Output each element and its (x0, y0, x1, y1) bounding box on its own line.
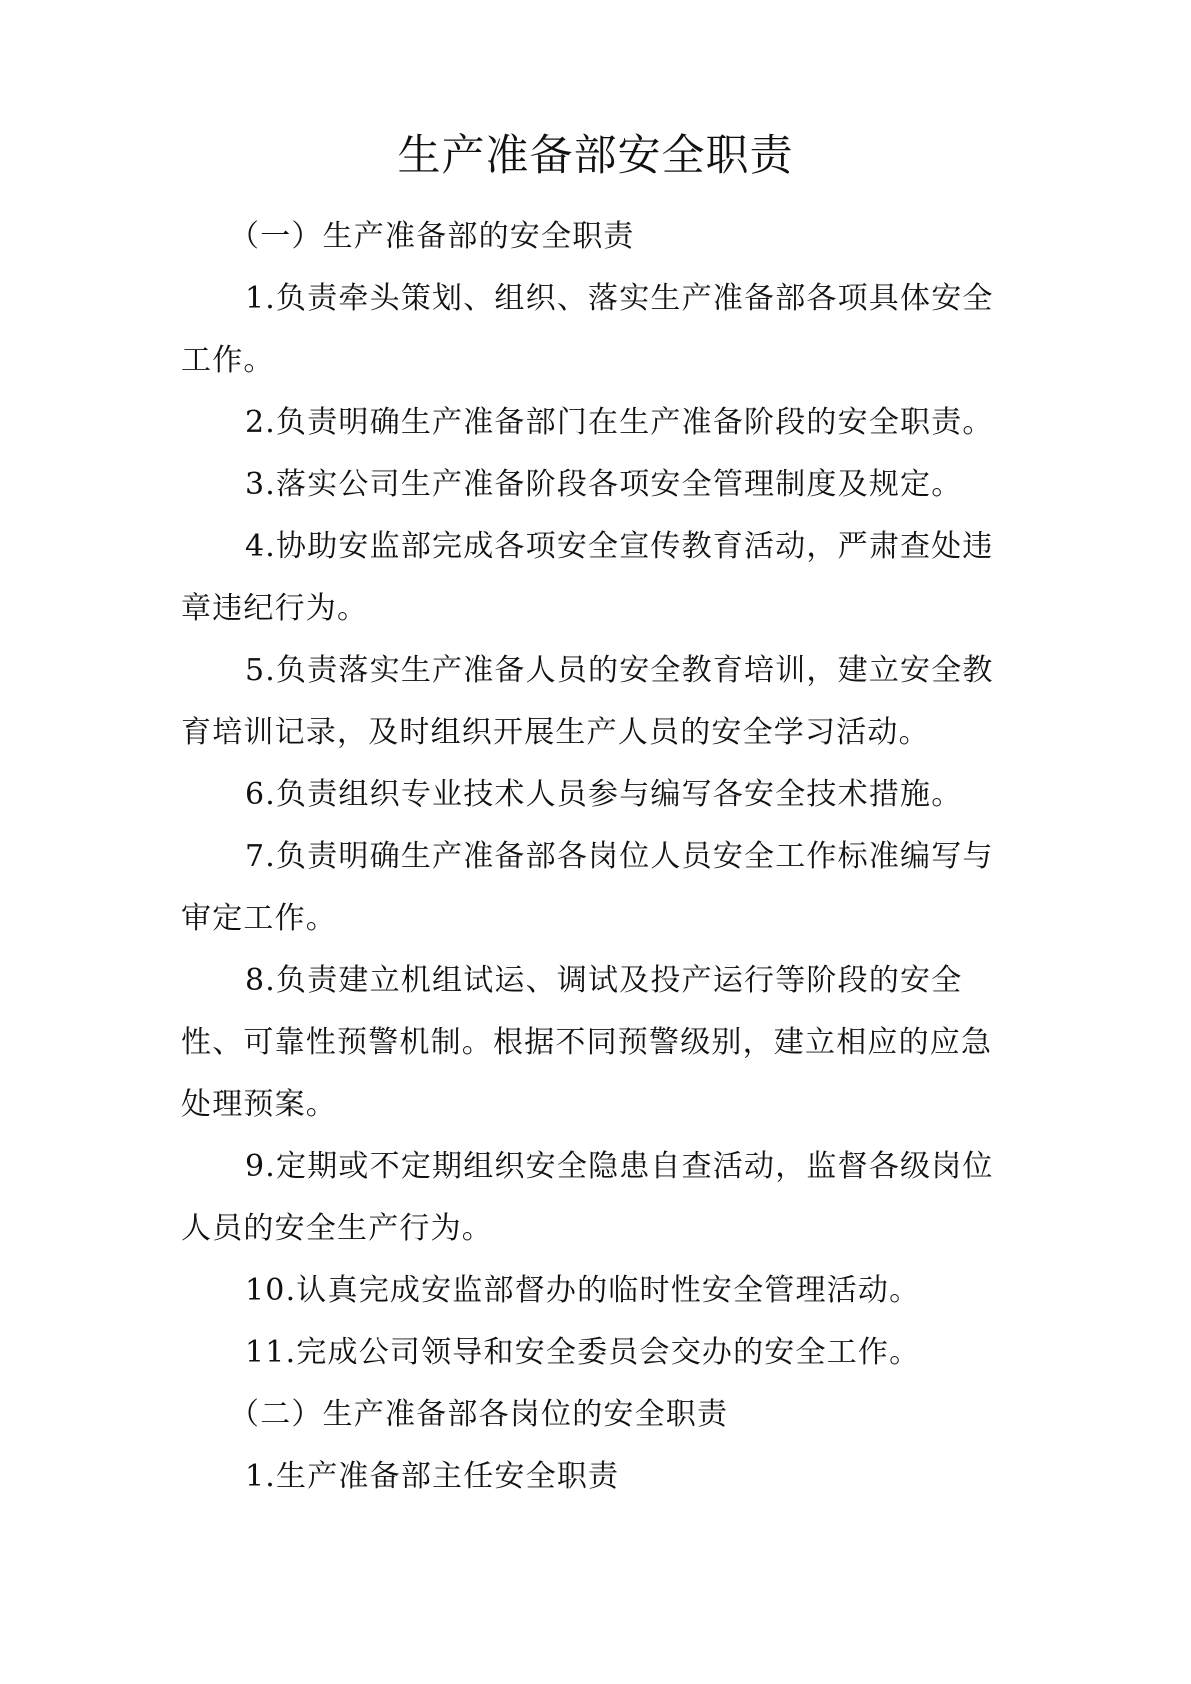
document-body (181, 206, 1021, 1508)
position-duty-item-1: 1.生产准备部主任安全职责 (245, 1459, 620, 1494)
duty-item-1: 1.负责牵头策划、组织、落实生产准备部各项具体安全工作。 (181, 281, 994, 378)
duty-item-3: 3.落实公司生产准备阶段各项安全管理制度及规定。 (245, 467, 963, 502)
duty-item-11: 11.完成公司领导和安全委员会交办的安全工作。 (245, 1335, 921, 1370)
duty-item-7: 7.负责明确生产准备部各岗位人员安全工作标准编写与审定工作。 (181, 839, 994, 936)
duty-item-2: 2.负责明确生产准备部门在生产准备阶段的安全职责。 (245, 405, 994, 440)
duty-item-4: 4.协助安监部完成各项安全宣传教育活动，严肃查处违章违纪行为。 (181, 529, 994, 626)
section-heading-2: （二）生产准备部各岗位的安全职责 (229, 1397, 729, 1432)
section-heading-1: （一）生产准备部的安全职责 (229, 219, 635, 254)
duty-item-8: 8.负责建立机组试运、调试及投产运行等阶段的安全性、可靠性预警机制。根据不同预警级别，建立相应的应急处理预案。 (181, 963, 993, 1122)
document-title: 生产准备部安全职责 (397, 131, 794, 181)
duty-item-6: 6.负责组织专业技术人员参与编写各安全技术措施。 (245, 777, 963, 812)
duty-item-10: 10.认真完成安监部督办的临时性安全管理活动。 (245, 1273, 921, 1308)
duty-item-5: 5.负责落实生产准备人员的安全教育培训，建立安全教育培训记录，及时组织开展生产人员的安全学习活动。 (181, 653, 994, 750)
duty-item-9: 9.定期或不定期组织安全隐患自查活动，监督各级岗位人员的安全生产行为。 (181, 1149, 994, 1246)
